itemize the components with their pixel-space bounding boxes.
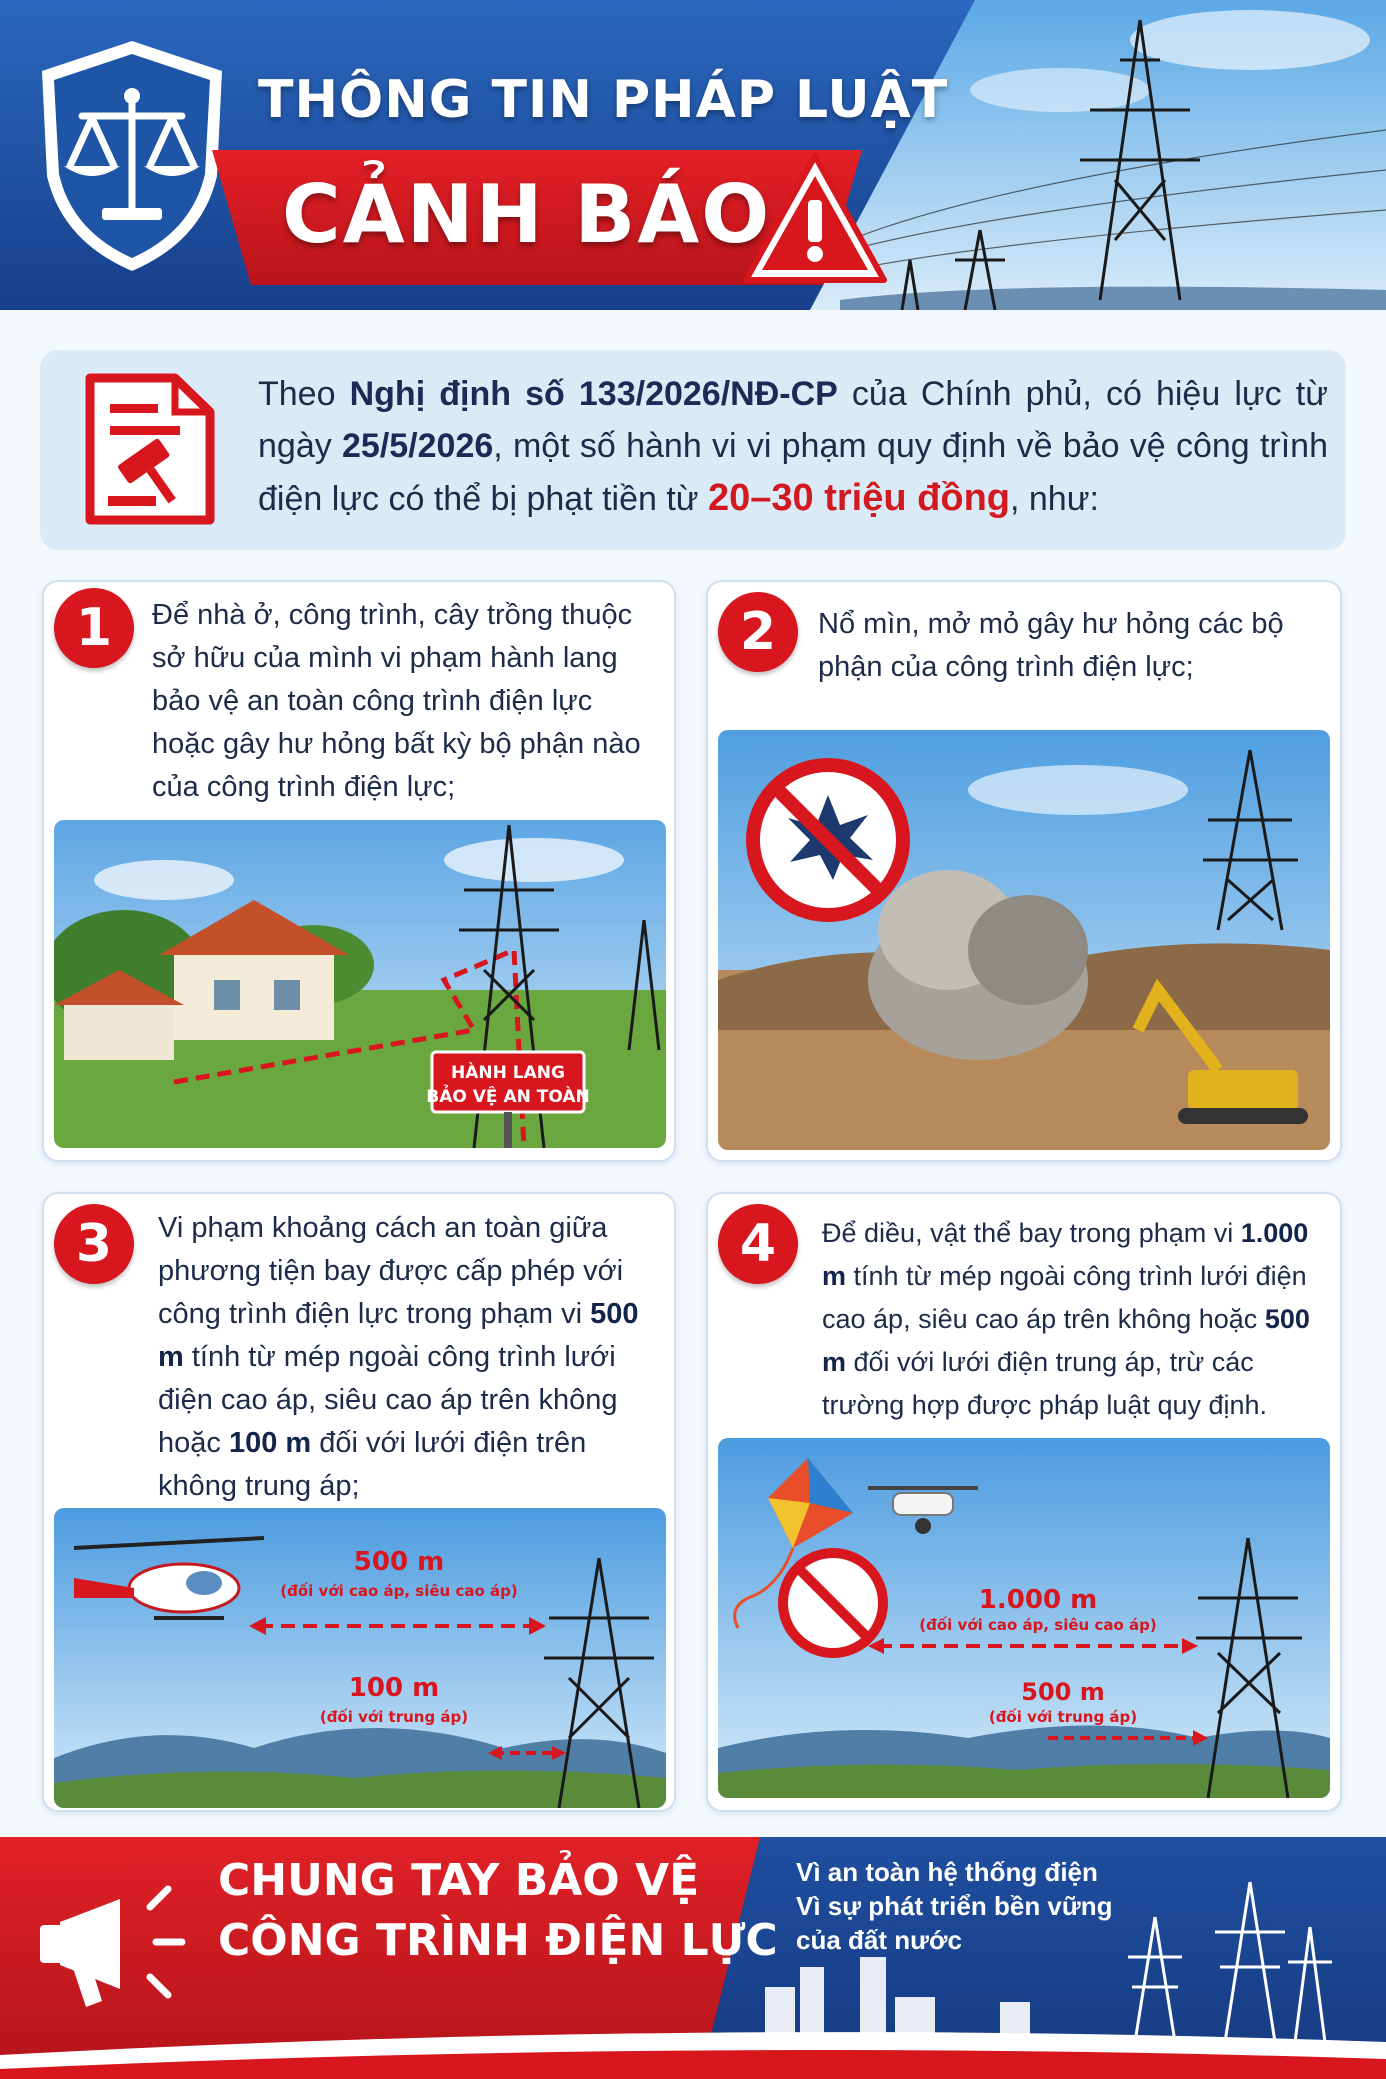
distance-1000m: 1.000 m bbox=[822, 1218, 1309, 1291]
illustration-blasting bbox=[718, 730, 1330, 1150]
footer-slogan-1: Vì an toàn hệ thống điện bbox=[796, 1857, 1098, 1887]
legal-document-gavel-icon bbox=[80, 370, 220, 530]
footer-slogan-3: của đất nước bbox=[796, 1925, 962, 1955]
sign-line-1: HÀNH LANG bbox=[451, 1063, 565, 1083]
note-medium-voltage: (đối với trung áp) bbox=[319, 1708, 469, 1726]
header bbox=[0, 0, 1386, 310]
note-high-voltage-4: (đối với cao áp, siêu cao áp) bbox=[919, 1616, 1157, 1634]
intro-text: Theo Nghị định số 133/2026/NĐ-CP của Chính phủ, có hiệu lực từ ngày 25/5/2026, một số hành vi vi phạm quy định về bảo vệ công trình điện lực có thể bị phạt tiền từ 20–30 triệu đồng, như: bbox=[258, 375, 1328, 519]
illustration-helicopter-distance bbox=[54, 1508, 666, 1808]
distance-500m: 500 m bbox=[158, 1298, 639, 1373]
note-high-voltage: (đối với cao áp, siêu cao áp) bbox=[280, 1582, 518, 1600]
item-text-1: Để nhà ở, công trình, cây trồng thuộc sở hữu của mình vi phạm hành lang bảo vệ an toàn công trình điện lực hoặc gây hư hỏng bất kỳ bộ phận nào của công trình điện lực; bbox=[152, 599, 641, 803]
footer-banner bbox=[0, 1837, 1386, 2079]
footer-title-line-1: CHUNG TAY BẢO VỆ bbox=[218, 1855, 700, 1906]
header-title-main: CẢNH BÁO bbox=[282, 168, 772, 261]
item-number-2: 2 bbox=[718, 592, 798, 672]
distance-500m-medium: 500 m bbox=[822, 1304, 1310, 1377]
footer-title-line-2: CÔNG TRÌNH ĐIỆN LỰC bbox=[218, 1915, 778, 1966]
label-100m: 100 m bbox=[348, 1673, 440, 1703]
item-number-3: 3 bbox=[54, 1204, 134, 1284]
sign-line-2: BẢO VỆ AN TOÀN bbox=[426, 1087, 590, 1107]
illustration-kite-drone bbox=[718, 1438, 1330, 1798]
item-number-4: 4 bbox=[718, 1204, 798, 1284]
item-text-3: Vi phạm khoảng cách an toàn giữa phương tiện bay được cấp phép với công trình điện lực trong phạm vi 500 m tính từ mép ngoài công trình lưới điện cao áp, siêu cao áp trên không hoặc 100 m đối với lưới điện trên không trung áp; bbox=[158, 1212, 639, 1502]
footer-slogan-2: Vì sự phát triển bền vững bbox=[796, 1891, 1113, 1921]
label-500m-4: 500 m bbox=[1021, 1678, 1105, 1706]
warning-triangle-icon bbox=[740, 148, 890, 288]
label-500m: 500 m bbox=[353, 1547, 445, 1577]
scales-of-justice-icon bbox=[32, 36, 232, 276]
item-text-4: Để diều, vật thể bay trong phạm vi 1.000 m tính từ mép ngoài công trình lưới điện cao áp, siêu cao áp trên không hoặc 500 m đối với lưới điện trung áp, trừ các trường hợp được pháp luật quy định. bbox=[822, 1218, 1310, 1420]
illustration-house-corridor bbox=[54, 820, 666, 1148]
label-1000m: 1.000 m bbox=[978, 1585, 1098, 1615]
header-title-top: THÔNG TIN PHÁP LUẬT bbox=[258, 70, 949, 130]
decree-number: Nghị định số 133/2026/NĐ-CP bbox=[349, 375, 838, 413]
fine-amount: 20–30 triệu đồng bbox=[708, 477, 1010, 519]
item-text-2: Nổ mìn, mở mỏ gây hư hỏng các bộ phận của công trình điện lực; bbox=[818, 608, 1284, 683]
distance-100m: 100 m bbox=[228, 1427, 312, 1459]
effective-date: 25/5/2026 bbox=[342, 427, 494, 465]
note-medium-voltage-4: (đối với trung áp) bbox=[988, 1708, 1138, 1726]
item-number-1: 1 bbox=[54, 588, 134, 668]
